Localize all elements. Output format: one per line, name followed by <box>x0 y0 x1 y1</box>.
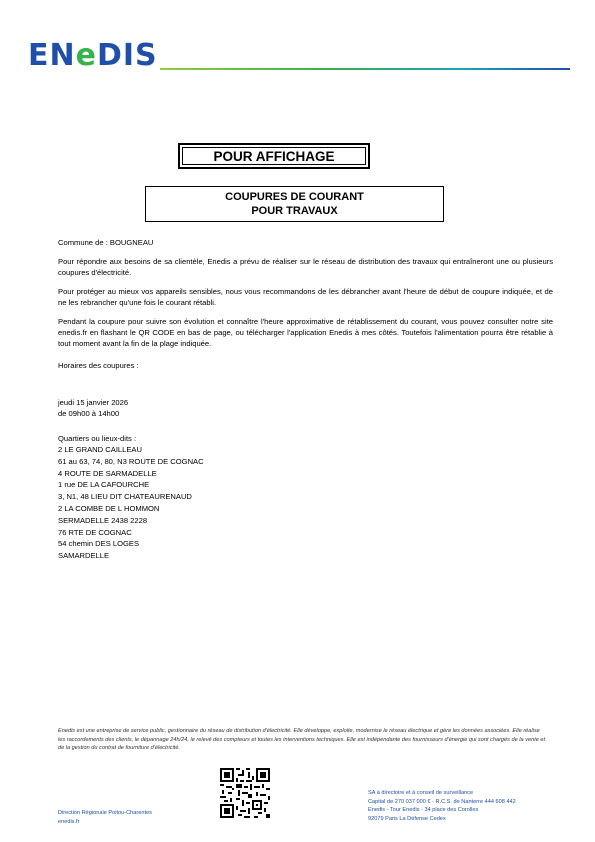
list-item: 76 RTE DE COGNAC <box>58 527 132 537</box>
list-item: 4 ROUTE DE SARMADELLE <box>58 468 157 478</box>
time-line: de 09h00 à 14h00 <box>58 409 120 418</box>
list-item: 61 au 63, 74, 80, N3 ROUTE DE COGNAC <box>58 456 204 466</box>
footer-right <box>368 789 516 823</box>
footer-legal-line4: 92079 Paris La Défense Cedex <box>368 815 446 822</box>
footer-direction: Direction Régionale Poitou-Charentes <box>58 810 152 816</box>
paragraph-intro: Pour répondre aux besoins de sa clientèle, Enedis a prévu de réaliser sur le réseau de distribution des travaux qui entraîneront une ou plusieurs coupures d'électricité. <box>58 257 553 277</box>
list-item: SERMADELLE 2438 2228 <box>58 515 148 525</box>
list-item: 2 LA COMBE DE L HOMMON <box>58 503 160 513</box>
header-gradient-line <box>160 68 570 70</box>
list-item: SAMARDELLE <box>58 551 110 561</box>
list-item: 1 rue DE LA CAFOURCHE <box>58 480 150 490</box>
list-item: 3, N1, 48 LIEU DIT CHATEAURENAUD <box>58 492 192 502</box>
list-item: 54 chemin DES LOGES <box>58 539 140 549</box>
footer-legal-line3: Enedis - Tour Enedis - 34 place des Corolles <box>368 807 479 813</box>
date-line: jeudi 15 janvier 2026 <box>58 398 129 407</box>
list-item: 2 LE GRAND CAILLEAU <box>58 445 142 454</box>
coupures-title-line2: POUR TRAVAUX <box>251 205 338 217</box>
enedis-logo: ENeDIS <box>28 38 158 73</box>
footer-website-link[interactable]: enedis.fr <box>58 818 80 825</box>
lieux-list <box>58 444 204 562</box>
footer-legal-line1: SA à directoire et à conseil de surveillance <box>368 790 474 796</box>
coupures-title-line1: COUPURES DE COURANT <box>225 191 364 203</box>
footer-disclaimer: Enedis est une entreprise de service public, gestionnaire du réseau de distribution d'électricité. Elle développe, exploite, modernise le réseau électrique et gère les données associées. Elle réalise les raccordements des clients, le dépannage 24h/24, le relevé des compteurs et toutes les interventions techniques. Elle est indépendante des fournisseurs d'énergie qui sont chargés de la vente et de la gestion du contrat de fourniture d'électricité. <box>58 728 546 752</box>
pour-affichage-title: POUR AFFICHAGE <box>182 147 366 165</box>
lieux-label: Quartiers ou lieux-dits : <box>58 434 137 443</box>
footer-left <box>58 809 152 826</box>
paragraph-protection: Pour protéger au mieux vos appareils sensibles, nous vous recommandons de les débrancher avant l'heure de début de coupure indiquée, et de ne les rebrancher qu'une fois le courant rétabli. <box>58 287 553 307</box>
commune-line: Commune de : BOUGNEAU <box>58 238 154 247</box>
coupures-title-box <box>145 186 444 222</box>
footer-legal-line2: Capital de 270 037 000 € - R.C.S. de Nanterre 444 608 442 <box>368 798 516 805</box>
pour-affichage-box <box>178 143 370 169</box>
qr-code[interactable] <box>220 768 270 818</box>
horaires-label: Horaires des coupures : <box>58 361 139 370</box>
paragraph-suivi: Pendant la coupure pour suivre son évolution et connaître l'heure approximative de rétablissement du courant, vous pouvez consulter notre site enedis.fr en flashant le QR CODE en bas de page, ou télécharger l'application Enedis à mes côtés. Toutefois l'alimentation pourra être rétablie à tout moment avant la fin de la plage indiquée. <box>58 317 553 348</box>
